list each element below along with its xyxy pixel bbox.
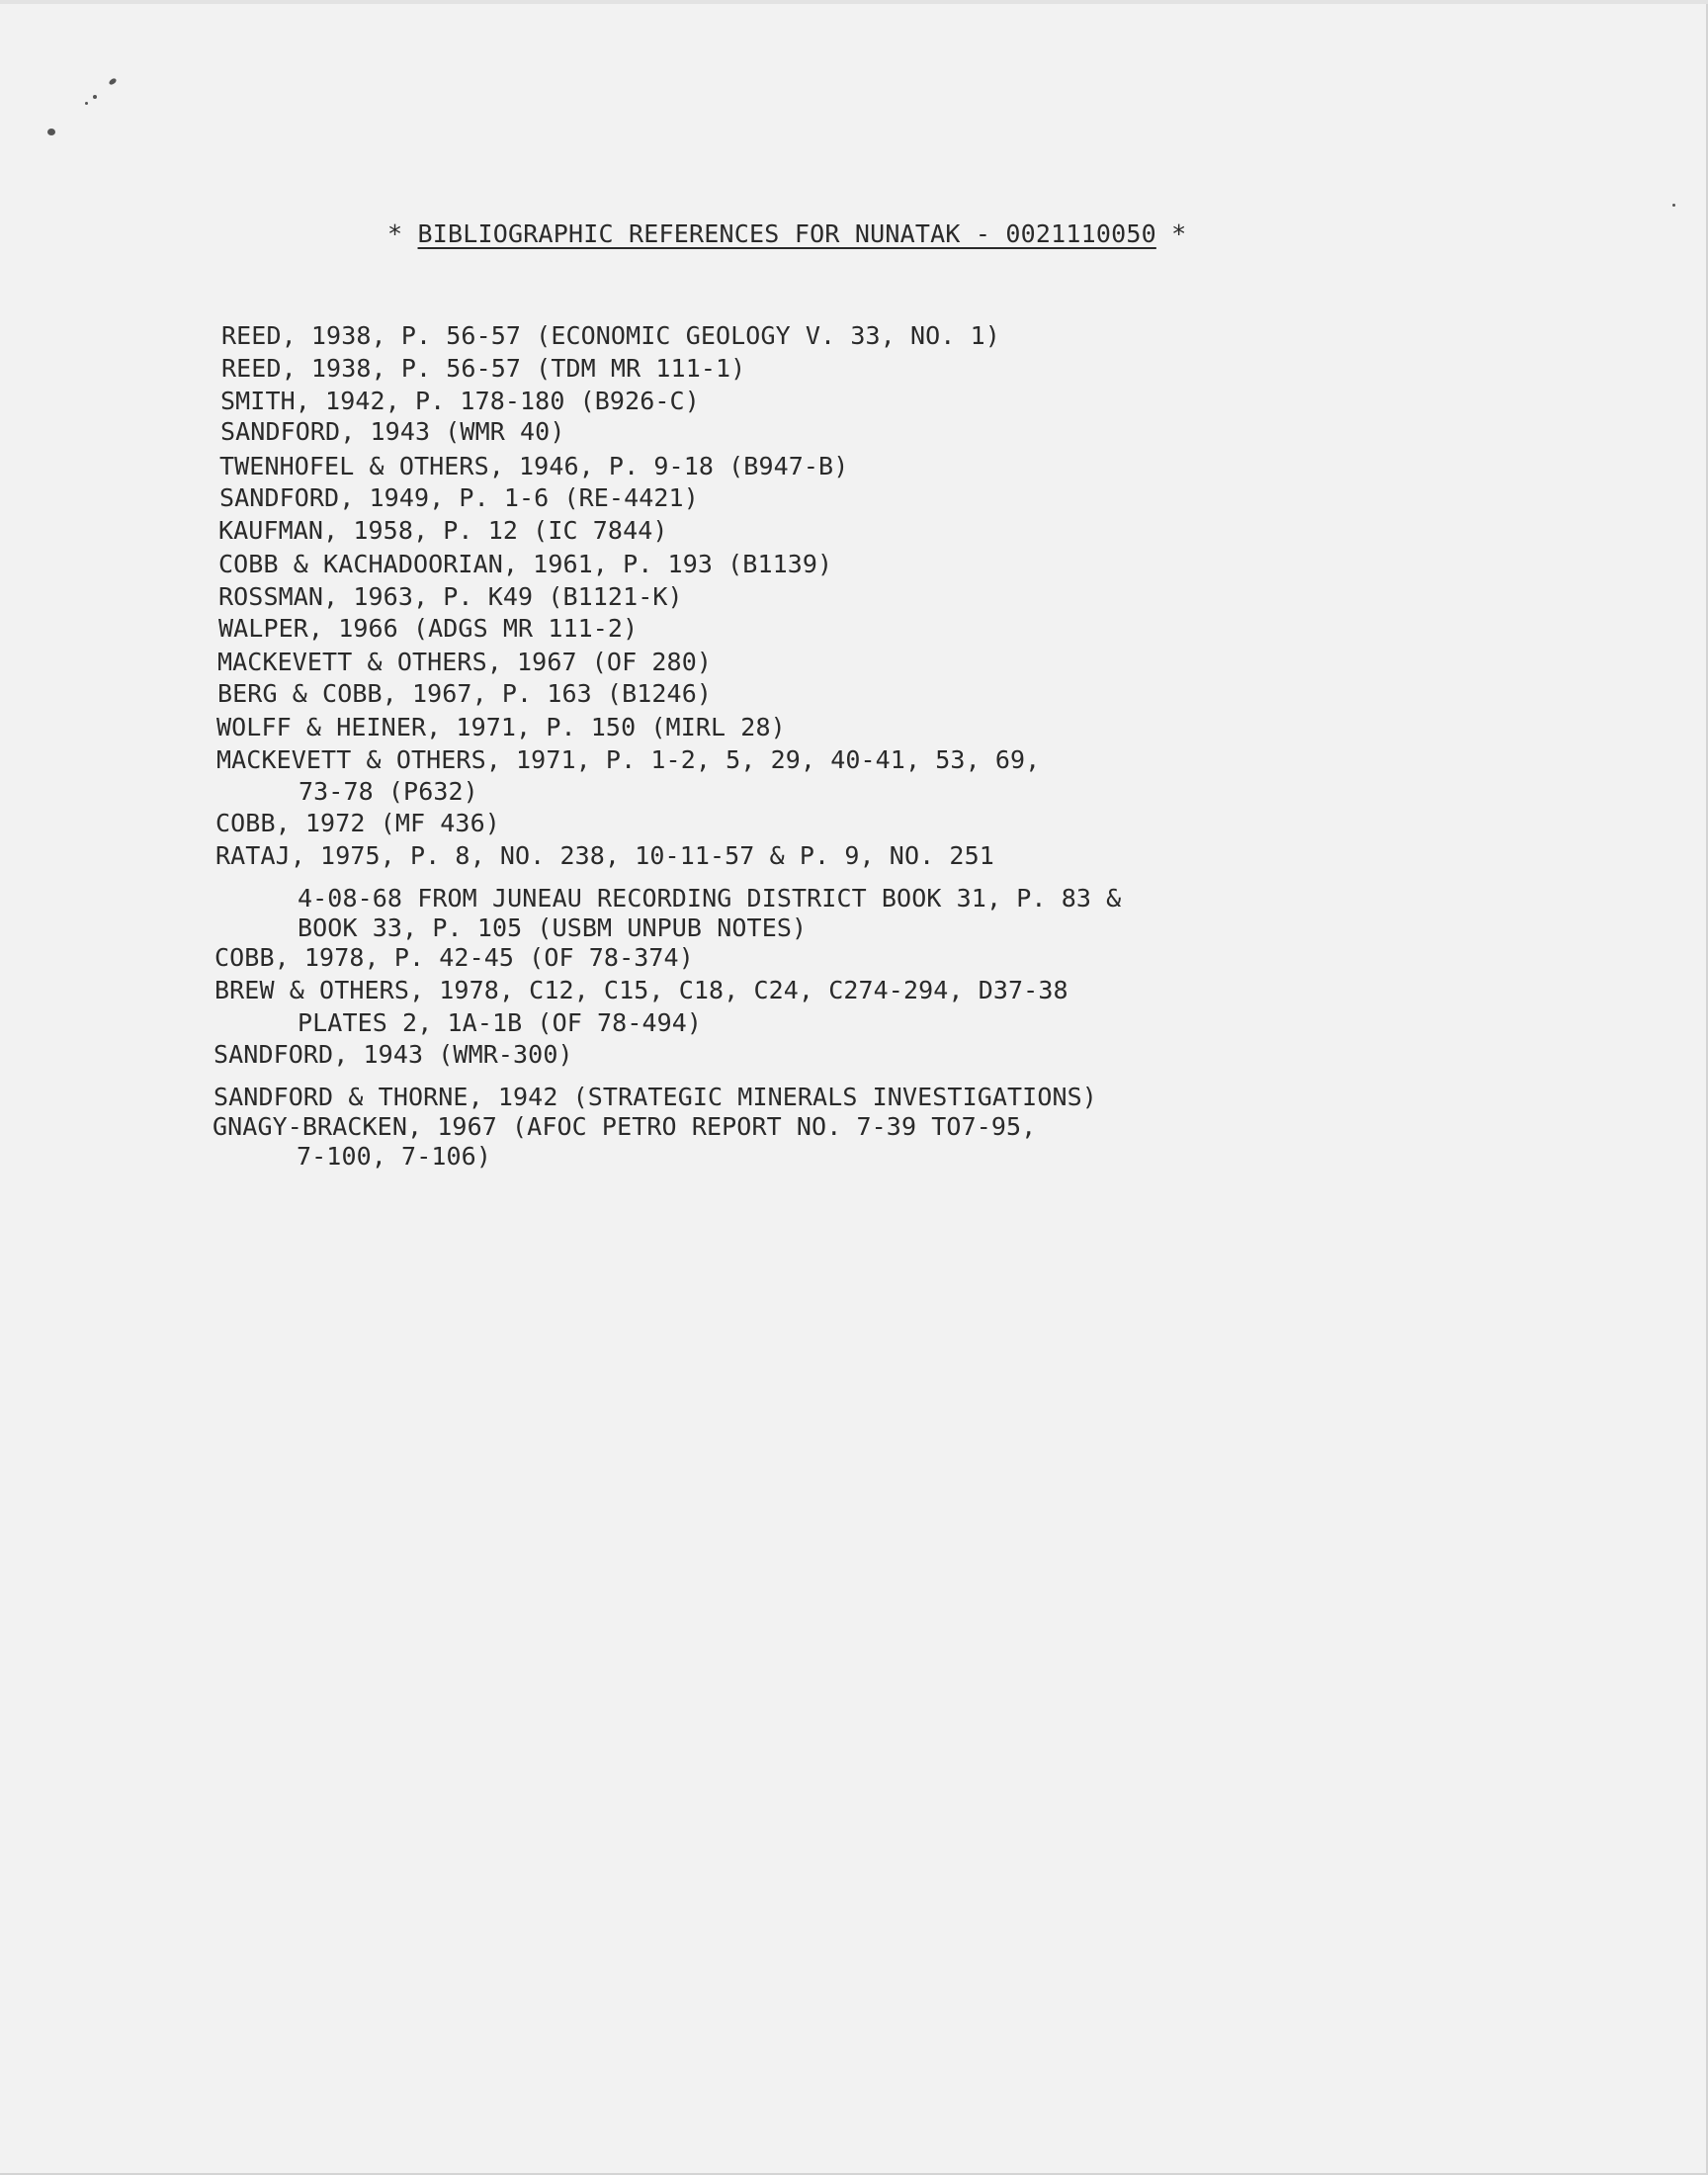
- reference-line: WALPER, 1966 (ADGS MR 111-2): [218, 614, 639, 643]
- reference-line: WOLFF & HEINER, 1971, P. 150 (MIRL 28): [216, 713, 786, 741]
- reference-line: SANDFORD & THORNE, 1942 (STRATEGIC MINERALS INVESTIGATIONS): [214, 1083, 1097, 1111]
- title-text: BIBLIOGRAPHIC REFERENCES FOR NUNATAK - 0021110050: [417, 219, 1156, 248]
- reference-line-continuation: 73-78 (P632): [299, 777, 478, 806]
- reference-line: SANDFORD, 1943 (WMR 40): [220, 417, 565, 446]
- reference-line: SANDFORD, 1949, P. 1-6 (RE-4421): [219, 483, 699, 512]
- reference-line: KAUFMAN, 1958, P. 12 (IC 7844): [218, 516, 668, 545]
- reference-line-continuation: 7-100, 7-106): [297, 1142, 491, 1171]
- title-suffix-asterisk: *: [1171, 219, 1187, 248]
- reference-line-continuation: PLATES 2, 1A-1B (OF 78-494): [298, 1008, 703, 1037]
- reference-line: GNAGY-BRACKEN, 1967 (AFOC PETRO REPORT NO. 7-39 TO7-95,: [213, 1112, 1037, 1141]
- reference-line: ROSSMAN, 1963, P. K49 (B1121-K): [218, 582, 683, 611]
- reference-line: COBB, 1972 (MF 436): [215, 809, 500, 837]
- title-prefix-asterisk: *: [387, 219, 403, 248]
- reference-line: BREW & OTHERS, 1978, C12, C15, C18, C24, C274-294, D37-38: [214, 976, 1068, 1004]
- reference-line: COBB & KACHADOORIAN, 1961, P. 193 (B1139): [218, 550, 833, 578]
- reference-line-continuation: BOOK 33, P. 105 (USBM UNPUB NOTES): [298, 914, 808, 942]
- reference-line: SMITH, 1942, P. 178-180 (B926-C): [220, 387, 700, 415]
- reference-line: RATAJ, 1975, P. 8, NO. 238, 10-11-57 & P. 9, NO. 251: [215, 841, 994, 870]
- reference-line: MACKEVETT & OTHERS, 1967 (OF 280): [217, 648, 712, 676]
- reference-line: REED, 1938, P. 56-57 (ECONOMIC GEOLOGY V. 33, NO. 1): [221, 321, 1000, 350]
- reference-line: MACKEVETT & OTHERS, 1971, P. 1-2, 5, 29, 40-41, 53, 69,: [216, 745, 1041, 774]
- reference-line: REED, 1938, P. 56-57 (TDM MR 111-1): [221, 354, 746, 383]
- reference-line: SANDFORD, 1943 (WMR-300): [214, 1040, 573, 1069]
- reference-line-continuation: 4-08-68 FROM JUNEAU RECORDING DISTRICT BOOK 31, P. 83 &: [298, 884, 1122, 913]
- reference-line: TWENHOFEL & OTHERS, 1946, P. 9-18 (B947-B): [219, 452, 849, 480]
- reference-line: BERG & COBB, 1967, P. 163 (B1246): [217, 679, 712, 708]
- reference-line: COBB, 1978, P. 42-45 (OF 78-374): [214, 943, 694, 972]
